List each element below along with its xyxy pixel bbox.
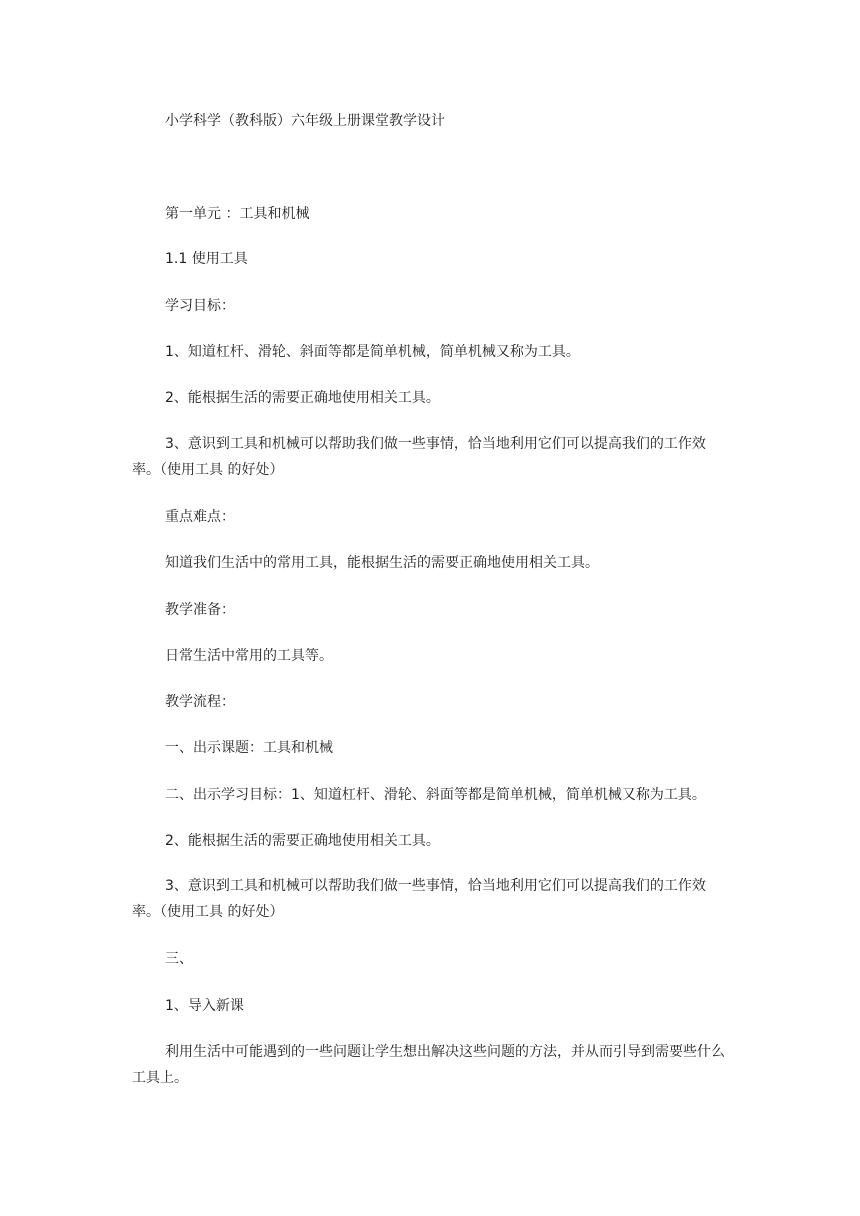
unit-heading: 第一单元 ：工具和机械 — [165, 206, 310, 222]
key-points-text: 知道我们生活中的常用工具，能根据生活的需要正确地使用相关工具。 — [165, 555, 599, 571]
flow-heading: 教学流程： — [165, 694, 235, 710]
flow-step-2b: 2、能根据生活的需要正确地使用相关工具。 — [165, 833, 440, 849]
goals-heading: 学习目标： — [165, 298, 235, 314]
goal-item-3: 3、意识到工具和机械可以帮助我们做一些事情，恰当地利用它们可以提高我们的工作效率。（使用工具 的好处） — [132, 436, 706, 478]
flow-step-3: 三、 — [165, 951, 193, 967]
document-title: 小学科学（教科版）六年级上册课堂教学设计 — [165, 113, 445, 129]
flow-step-1: 一、出示课题：工具和机械 — [165, 740, 333, 756]
flow-step-2c: 3、意识到工具和机械可以帮助我们做一些事情，恰当地利用它们可以提高我们的工作效率。（使用工具 的好处） — [132, 878, 706, 920]
flow-step-3-1: 1、导入新课 — [165, 998, 244, 1014]
lesson-heading: 1.1 使用工具 — [165, 251, 248, 267]
goal-item-2: 2、能根据生活的需要正确地使用相关工具。 — [165, 390, 440, 406]
key-points-heading: 重点难点： — [165, 509, 235, 525]
preparation-text: 日常生活中常用的工具等。 — [165, 648, 333, 664]
flow-step-3-1-text: 利用生活中可能遇到的一些问题让学生想出解决这些问题的方法，并从而引导到需要些什么工具上。 — [132, 1044, 725, 1086]
preparation-heading: 教学准备： — [165, 602, 235, 618]
goal-item-1: 1、知道杠杆、滑轮、斜面等都是简单机械，简单机械又称为工具。 — [165, 344, 580, 360]
flow-step-2: 二、出示学习目标：1、知道杠杆、滑轮、斜面等都是简单机械，简单机械又称为工具。 — [165, 787, 706, 803]
